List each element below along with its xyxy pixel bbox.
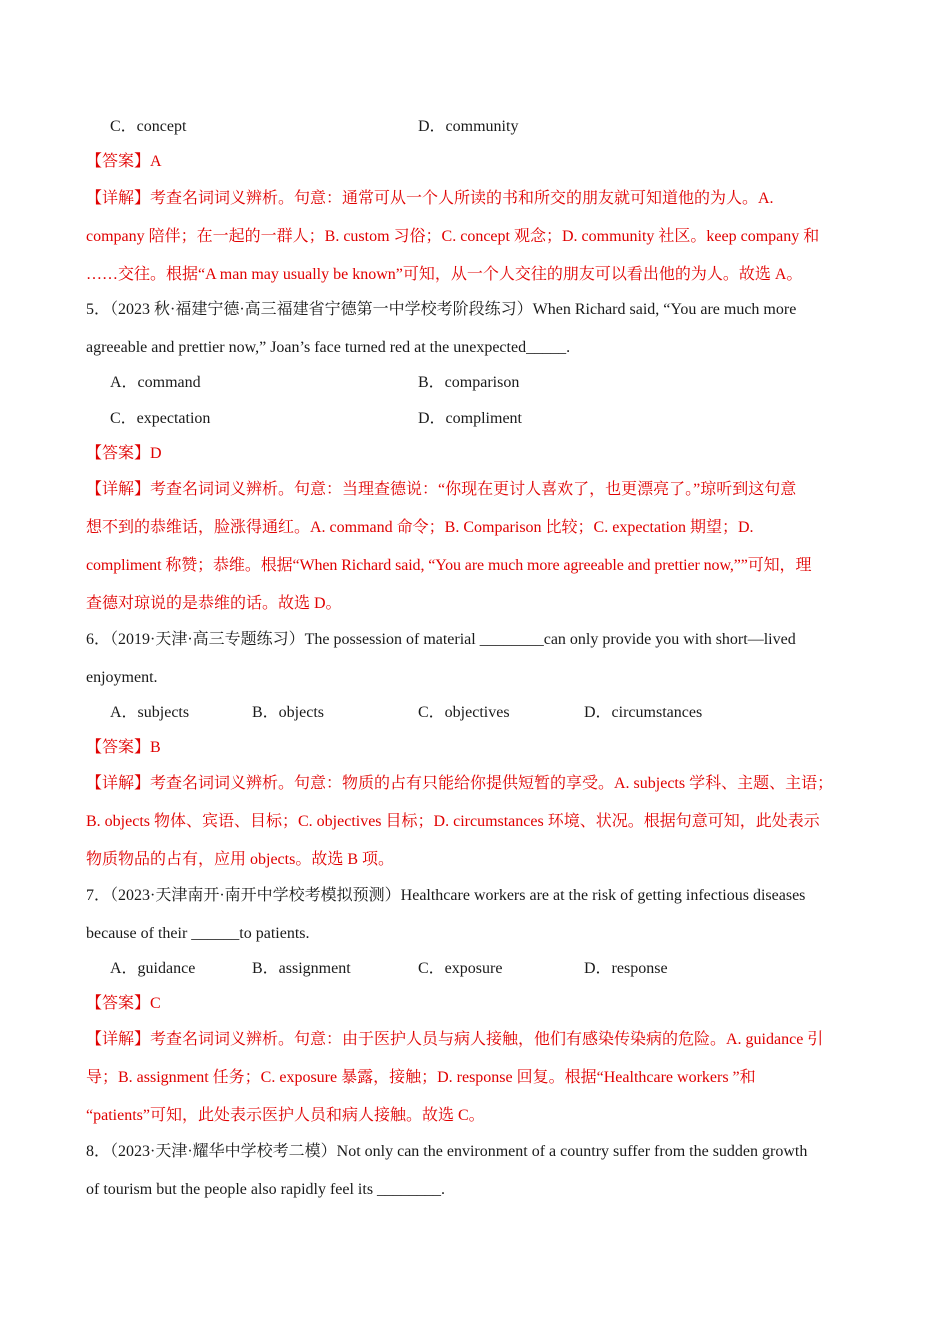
- q4-detail-line: 【详解】考查名词词义辨析。句意：通常可从一个人所读的书和所交的朋友就可知道他的为人。A.: [86, 190, 774, 207]
- q5-option-c: C．expectation: [110, 410, 211, 427]
- q5-detail-line: compliment 称赞；恭维。根据“When Richard said, “You are much more agreeable and prettier now,””可知，理: [86, 557, 812, 574]
- q6-option-b: B．objects: [252, 704, 324, 721]
- q4-detail-line: company 陪伴；在一起的一群人；B. custom 习俗；C. concept 观念；D. community 社区。keep company 和: [86, 228, 820, 245]
- q4-answer: 【答案】A: [86, 153, 162, 170]
- q6-stem-line: enjoyment.: [86, 669, 158, 686]
- q6-detail-line: 【详解】考查名词词义辨析。句意：物质的占有只能给你提供短暂的享受。A. subjects 学科、主题、主语；: [86, 775, 834, 792]
- q6-answer: 【答案】B: [86, 739, 161, 756]
- q4-detail-line: ……交往。根据“A man may usually be known”可知，从一个人交往的朋友可以看出他的为人。故选 A。: [86, 266, 803, 283]
- q8-stem-line: 8．（2023·天津·耀华中学校考二模）Not only can the environment of a country suffer from the sudden growth: [86, 1143, 808, 1160]
- q6-detail-line: B. objects 物体、宾语、目标；C. objectives 目标；D. circumstances 环境、状况。根据句意可知，此处表示: [86, 813, 820, 830]
- q7-stem-line: because of their ______to patients.: [86, 925, 310, 942]
- q8-stem-line: of tourism but the people also rapidly feel its ________.: [86, 1181, 446, 1198]
- q5-stem-line: 5．（2023 秋·福建宁德·高三福建省宁德第一中学校考阶段练习）When Richard said, “You are much more: [86, 301, 797, 318]
- q4-option-c: C．concept: [110, 118, 187, 135]
- q5-option-d: D．compliment: [418, 410, 522, 427]
- q7-detail-line: 导；B. assignment 任务；C. exposure 暴露，接触；D. response 回复。根据“Healthcare workers ”和: [86, 1069, 756, 1086]
- q6-option-d: D．circumstances: [584, 704, 703, 721]
- q7-option-b: B．assignment: [252, 960, 351, 977]
- q5-detail-line: 查德对琼说的是恭维的话。故选 D。: [86, 595, 342, 612]
- q5-detail-line: 【详解】考查名词词义辨析。句意：当理查德说：“你现在更讨人喜欢了，也更漂亮了。”琼听到这句意: [86, 481, 797, 498]
- q6-option-a: A．subjects: [110, 704, 190, 721]
- q7-stem-line: 7．（2023·天津南开·南开中学校考模拟预测）Healthcare workers are at the risk of getting infectious diseases: [86, 887, 806, 904]
- q5-detail-line: 想不到的恭维话，脸涨得通红。A. command 命令；B. Comparison 比较；C. expectation 期望；D.: [86, 519, 754, 536]
- q6-option-c: C．objectives: [418, 704, 510, 721]
- q5-stem-line: agreeable and prettier now,” Joan’s face turned red at the unexpected_____.: [86, 339, 571, 356]
- q7-detail-line: 【详解】考查名词词义辨析。句意：由于医护人员与病人接触，他们有感染传染病的危险。A. guidance 引: [86, 1031, 824, 1048]
- q7-option-a: A．guidance: [110, 960, 196, 977]
- q6-detail-line: 物质物品的占有，应用 objects。故选 B 项。: [86, 851, 394, 868]
- q5-option-b: B．comparison: [418, 374, 520, 391]
- q5-answer: 【答案】D: [86, 445, 162, 462]
- q6-stem-line: 6．（2019·天津·高三专题练习）The possession of material ________can only provide you with short—lived: [86, 631, 796, 648]
- q7-option-c: C．exposure: [418, 960, 503, 977]
- q7-detail-line: “patients”可知，此处表示医护人员和病人接触。故选 C。: [86, 1107, 485, 1124]
- q5-option-a: A．command: [110, 374, 201, 391]
- q4-option-d: D．community: [418, 118, 519, 135]
- q7-option-d: D．response: [584, 960, 668, 977]
- q7-answer: 【答案】C: [86, 995, 161, 1012]
